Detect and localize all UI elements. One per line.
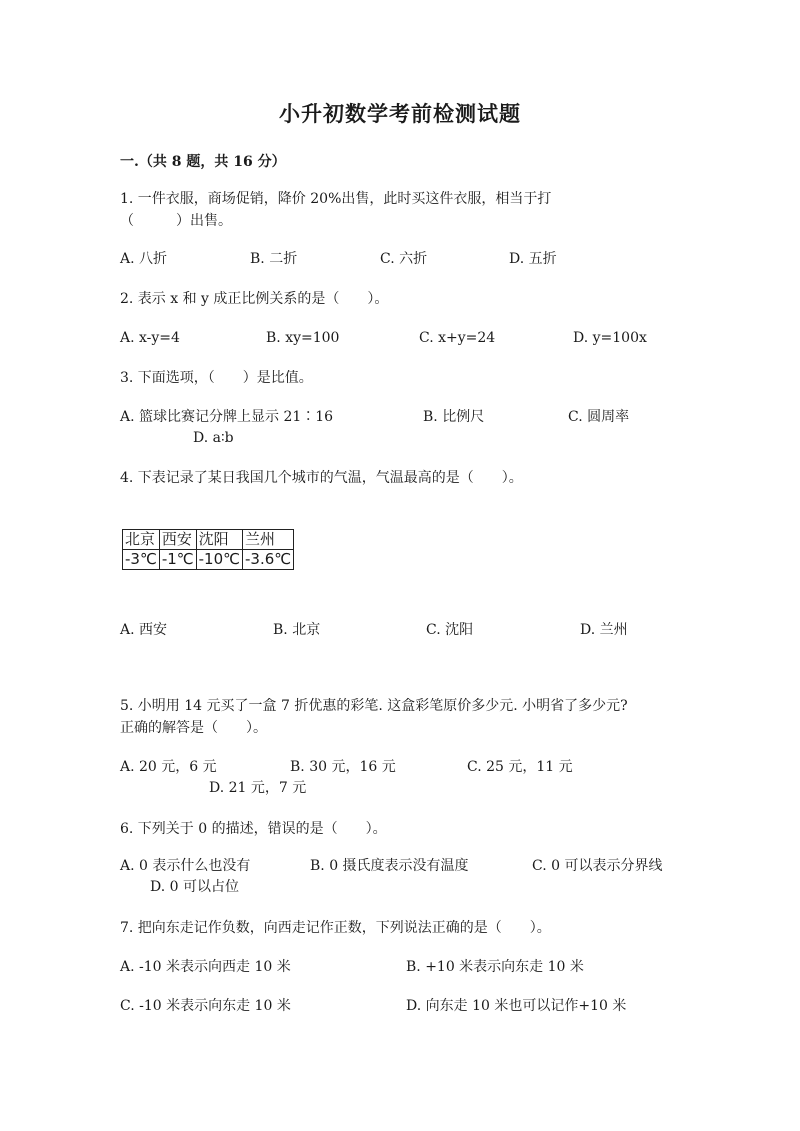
question-3-option-a: A. 篮球比赛记分牌上显示 21∶16 <box>120 409 334 425</box>
question-5-option-a: A. 20 元，6 元 <box>120 759 217 775</box>
question-5-stem <box>120 695 720 739</box>
question-4-option-d: D. 兰州 <box>580 622 628 638</box>
question-6-option-c: C. 0 可以表示分界线 <box>532 858 663 874</box>
table-cell: 北京 <box>123 530 160 550</box>
question-2-line-1: 2. 表示 x 和 y 成正比例关系的是（ ）。 <box>120 291 389 307</box>
question-1-stem <box>120 188 705 232</box>
table-cell: 兰州 <box>242 530 293 550</box>
question-7-option-d: D. 向东走 10 米也可以记作+10 米 <box>406 998 627 1014</box>
question-4-line-1: 4. 下表记录了某日我国几个城市的气温，气温最高的是（ ）。 <box>120 470 523 486</box>
question-1-option-a: A. 八折 <box>120 251 168 267</box>
question-6-option-b: B. 0 摄氏度表示没有温度 <box>310 858 469 874</box>
question-2-option-a: A. x-y=4 <box>120 330 180 346</box>
question-2-option-b: B. xy=100 <box>266 330 340 346</box>
temperature-table <box>122 529 294 570</box>
table-row <box>123 550 294 570</box>
question-7-stem <box>120 917 705 939</box>
page-title: 小升初数学考前检测试题 <box>279 101 521 126</box>
question-5-option-b: B. 30 元，16 元 <box>290 759 396 775</box>
question-1-option-b: B. 二折 <box>250 251 298 267</box>
question-3-line-1: 3. 下面选项，（ ）是比值。 <box>120 370 313 386</box>
question-6-line-1: 6. 下列关于 0 的描述，错误的是（ ）。 <box>120 821 387 837</box>
table-cell: -3℃ <box>123 550 160 570</box>
section-heading: 一.（共 8 题，共 16 分） <box>120 154 286 170</box>
question-6-stem <box>120 818 705 840</box>
question-7-option-b: B. +10 米表示向东走 10 米 <box>406 959 584 975</box>
question-3-option-b: B. 比例尺 <box>423 409 485 425</box>
question-1-line-1: 1. 一件衣服，商场促销，降价 20%出售，此时买这件衣服，相当于打 <box>120 191 552 207</box>
table-cell: -10℃ <box>196 550 242 570</box>
question-4-option-b: B. 北京 <box>273 622 321 638</box>
question-3-stem <box>120 367 705 389</box>
question-7-option-a: A. -10 米表示向西走 10 米 <box>120 959 291 975</box>
table-header-row <box>123 530 294 550</box>
question-3-option-d: D. a∶b <box>193 430 234 446</box>
question-4-stem <box>120 467 705 489</box>
question-1-option-d: D. 五折 <box>509 251 557 267</box>
question-6-option-a: A. 0 表示什么也没有 <box>120 858 251 874</box>
question-3-option-c: C. 圆周率 <box>568 409 630 425</box>
table-cell: 西安 <box>159 530 196 550</box>
question-7-option-c: C. -10 米表示向东走 10 米 <box>120 998 291 1014</box>
table-cell: -3.6℃ <box>242 550 293 570</box>
question-1-line-2: （ ）出售。 <box>120 213 232 229</box>
question-2-option-d: D. y=100x <box>573 330 647 346</box>
question-5-line-2: 正确的解答是（ ）。 <box>120 720 267 736</box>
question-1-option-c: C. 六折 <box>380 251 428 267</box>
question-7-line-1: 7. 把向东走记作负数，向西走记作正数，下列说法正确的是（ ）。 <box>120 920 551 936</box>
question-4-option-a: A. 西安 <box>120 622 168 638</box>
question-5-line-1: 5. 小明用 14 元买了一盒 7 折优惠的彩笔. 这盒彩笔原价多少元. 小明省了多少元? <box>120 698 628 714</box>
question-5-option-c: C. 25 元，11 元 <box>467 759 573 775</box>
table-cell: 沈阳 <box>196 530 242 550</box>
table-cell: -1℃ <box>159 550 196 570</box>
question-4-option-c: C. 沈阳 <box>426 622 474 638</box>
question-5-option-d: D. 21 元，7 元 <box>209 780 307 796</box>
question-2-stem <box>120 288 705 310</box>
question-2-option-c: C. x+y=24 <box>419 330 496 346</box>
question-6-option-d: D. 0 可以占位 <box>150 879 239 895</box>
